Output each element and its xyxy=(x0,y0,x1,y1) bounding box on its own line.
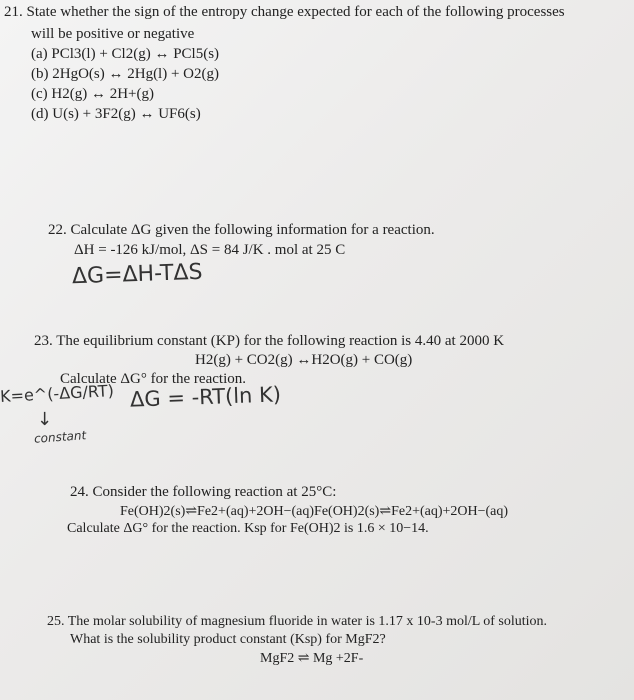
q24-stem: 24. Consider the following reaction at 25°C: xyxy=(70,484,337,500)
q23-handwritten-note: constant xyxy=(33,428,87,446)
q23-reaction: H2(g) + CO2(g) ↔H2O(g) + CO(g) xyxy=(195,352,413,368)
q25-ask: What is the solubility product constant (Ksp) for MgF2? xyxy=(70,632,386,647)
q24-reaction: Fe(OH)2(s)⇌Fe2+(aq)+2OH−(aq)Fe(OH)2(s)⇌Fe2+(aq)+2OH−(aq) xyxy=(120,504,509,519)
q21-item-a: (a) PCl3(l) + Cl2(g) ↔ PCl5(s) xyxy=(31,46,220,62)
q22-handwritten-formula: ΔG=ΔH-TΔS xyxy=(71,259,203,290)
q23-ask: Calculate ΔG° for the reaction. xyxy=(60,371,246,387)
q24-ask: Calculate ΔG° for the reaction. Ksp for Fe(OH)2 is 1.6 × 10−14. xyxy=(67,521,429,536)
q23-handwritten-delta-g: ΔG = -RT(ln K) xyxy=(129,382,282,412)
q21-item-b: (b) 2HgO(s) ↔ 2Hg(l) + O2(g) xyxy=(31,66,220,82)
q25-reaction: MgF2 ⇌ Mg +2F- xyxy=(260,651,364,666)
q23-handwritten-k-expression: K=e^(-ΔG/RT) xyxy=(0,381,115,406)
q21-item-d: (d) U(s) + 3F2(g) ↔ UF6(s) xyxy=(31,106,201,122)
q22-given: ΔH = -126 kJ/mol, ΔS = 84 J/K . mol at 25 C xyxy=(74,242,346,258)
q21-stem-line1: 21. State whether the sign of the entropy change expected for each of the following processes xyxy=(4,4,565,20)
q21-stem-line2: will be positive or negative xyxy=(31,26,195,42)
q22-stem: 22. Calculate ΔG given the following information for a reaction. xyxy=(48,222,435,238)
q21-item-c: (c) H2(g) ↔ 2H+(g) xyxy=(31,86,155,102)
down-arrow-icon: ↓ xyxy=(37,409,53,430)
q23-stem: 23. The equilibrium constant (KP) for the following reaction is 4.40 at 2000 K xyxy=(34,333,505,349)
q25-stem: 25. The molar solubility of magnesium fluoride in water is 1.17 x 10-3 mol/L of solution. xyxy=(47,614,548,629)
